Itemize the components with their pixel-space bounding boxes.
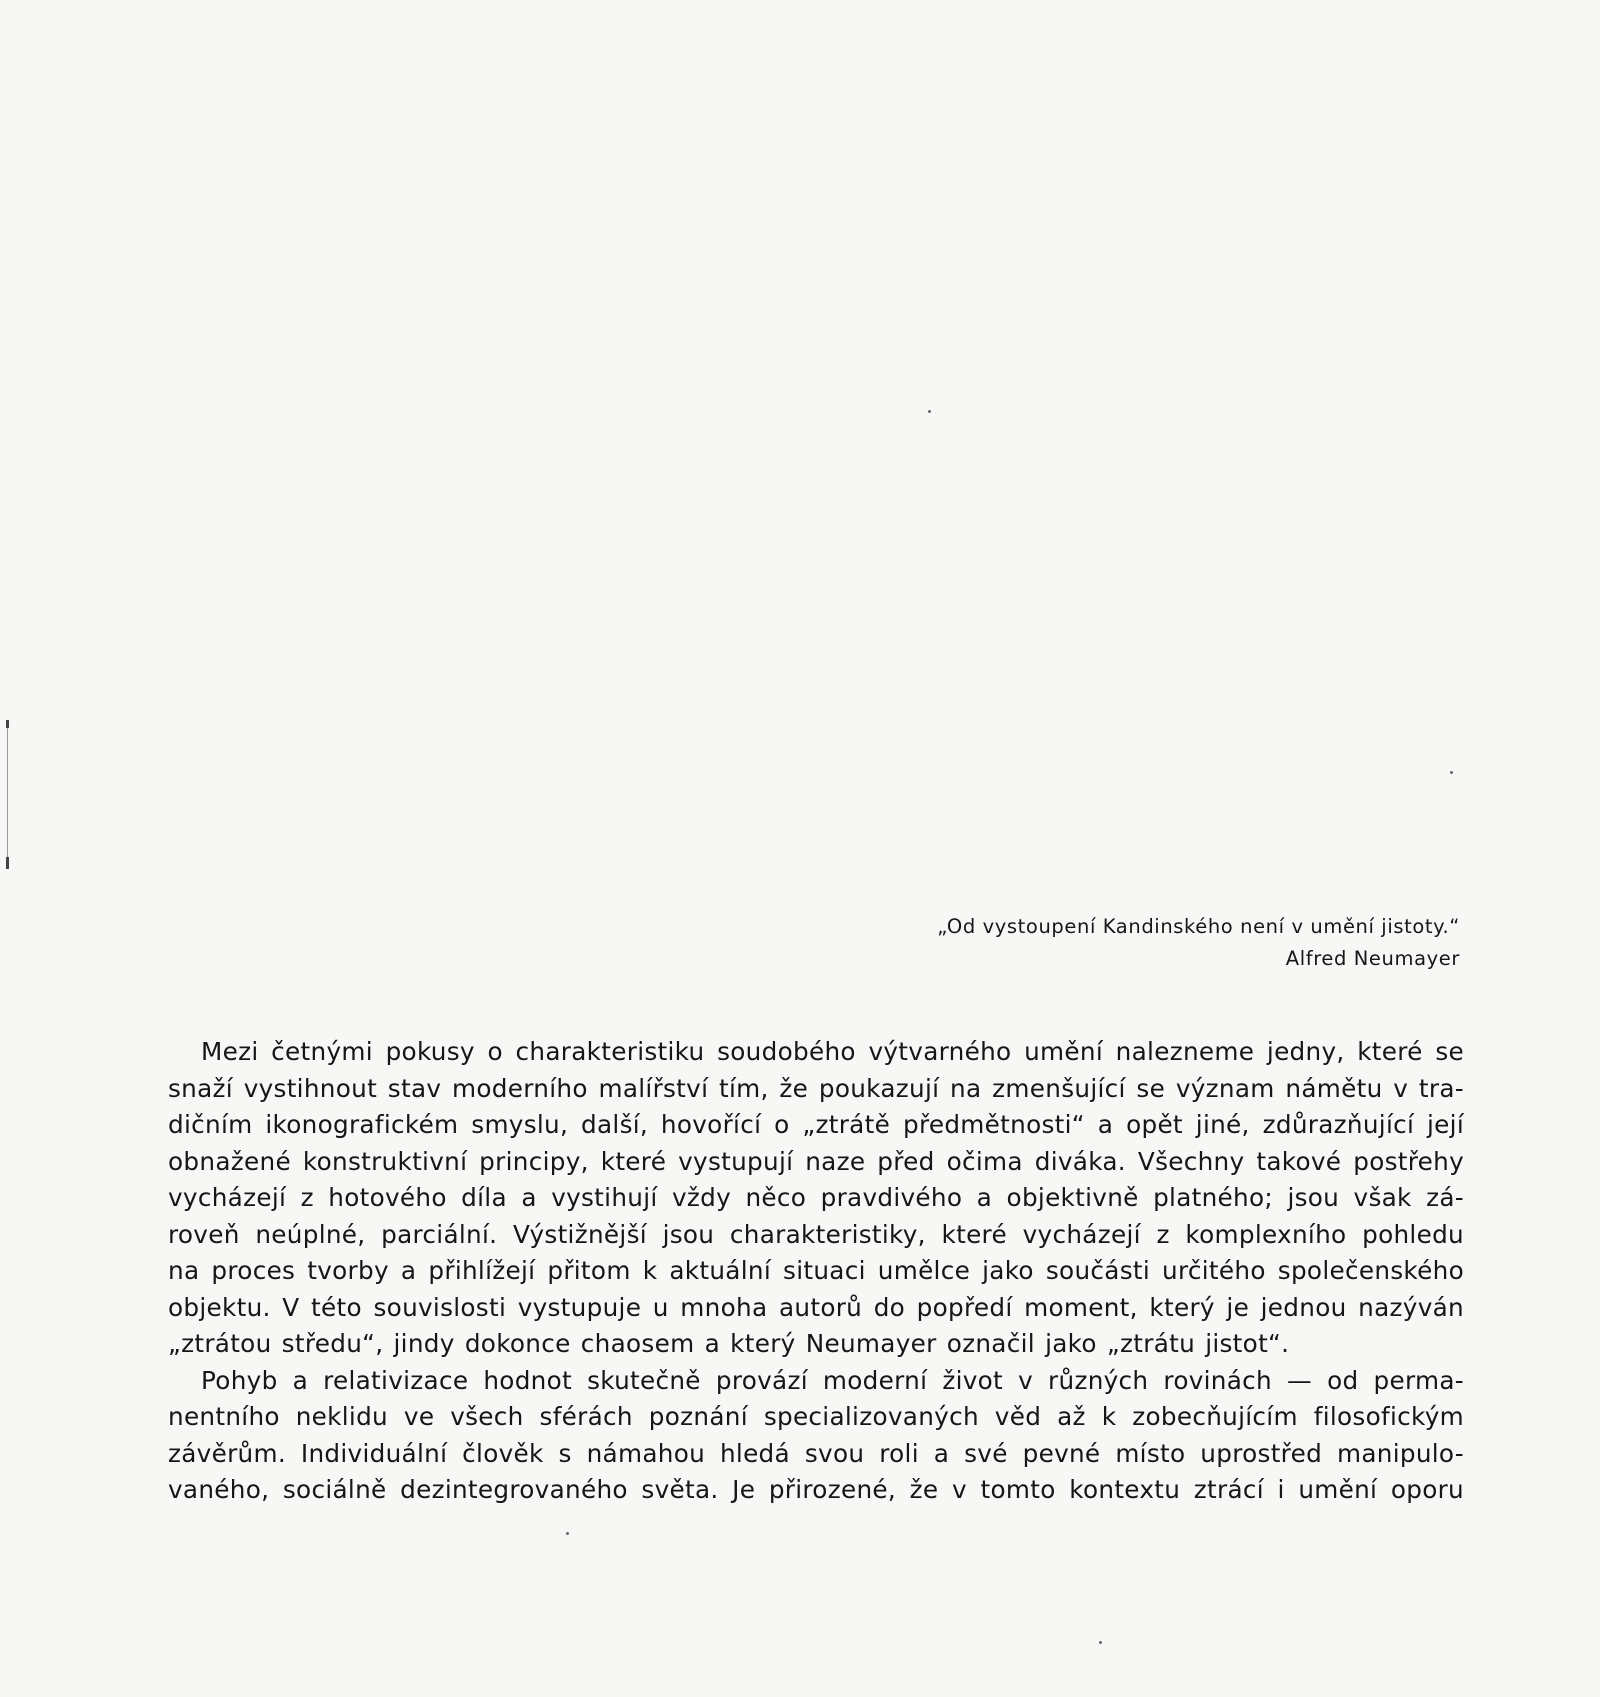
paper-speck (1099, 1641, 1102, 1644)
paragraph-line: Mezi četnými pokusy o charakteristiku soudobého výtvarného umění nalezneme jedny, které se (201, 1037, 1464, 1066)
paragraph-line: obnažené konstruktivní principy, které vystupují naze před očima diváka. Všechny takové postřehy (168, 1146, 1464, 1176)
epigraph (700, 911, 1460, 975)
paper-speck (928, 410, 931, 413)
paragraph-line: závěrům. Individuální člověk s námahou hledá svou roli a své pevné místo uprostřed manipulo- (168, 1438, 1464, 1468)
epigraph-quote: „Od vystoupení Kandinského není v umění jistoty.“ (937, 915, 1460, 938)
paper-speck (566, 1532, 569, 1535)
paragraph-line: „ztrátou středu“, jindy dokonce chaosem a který Neumayer označil jako „ztrátu jistot“. (168, 1329, 1290, 1358)
paragraph-line: vaného, sociálně dezintegrovaného světa. Je přirozené, že v tomto kontextu ztrácí i umění oporu (168, 1475, 1464, 1504)
paragraph-line: dičním ikonografickém smyslu, další, hovořící o „ztrátě předmětnosti“ a opět jiné, zdůrazňující její (168, 1110, 1464, 1139)
paragraph-line: objektu. V této souvislosti vystupuje u mnoha autorů do popředí moment, který je jednou nazýván (168, 1292, 1464, 1322)
paragraph-line: nentního neklidu ve všech sférách poznání specializovaných věd až k zobecňujícím filosofickým (168, 1402, 1464, 1431)
paragraph-line: snaží vystihnout stav moderního malířství tím, že poukazují na zmenšující se význam námětu v tra- (168, 1073, 1464, 1103)
paragraph-line: vycházejí z hotového díla a vystihují vždy něco pravdivého a objektivně platného; jsou však zá- (168, 1183, 1464, 1212)
binding-mark-bottom (6, 857, 9, 869)
epigraph-author: Alfred Neumayer (1285, 947, 1460, 970)
binding-edge (7, 728, 8, 864)
binding-mark-top (6, 720, 9, 728)
paragraph-line: na proces tvorby a přihlížejí přitom k aktuální situaci umělce jako součásti určitého společenského (168, 1256, 1464, 1285)
body-text (168, 1034, 1464, 1509)
paragraph-line: roveň neúplné, parciální. Výstižnější jsou charakteristiky, které vycházejí z komplexního pohledu (168, 1219, 1464, 1249)
paragraph-line: Pohyb a relativizace hodnot skutečně provází moderní život v různých rovinách — od perma- (201, 1365, 1464, 1395)
paper-speck (1450, 771, 1453, 774)
